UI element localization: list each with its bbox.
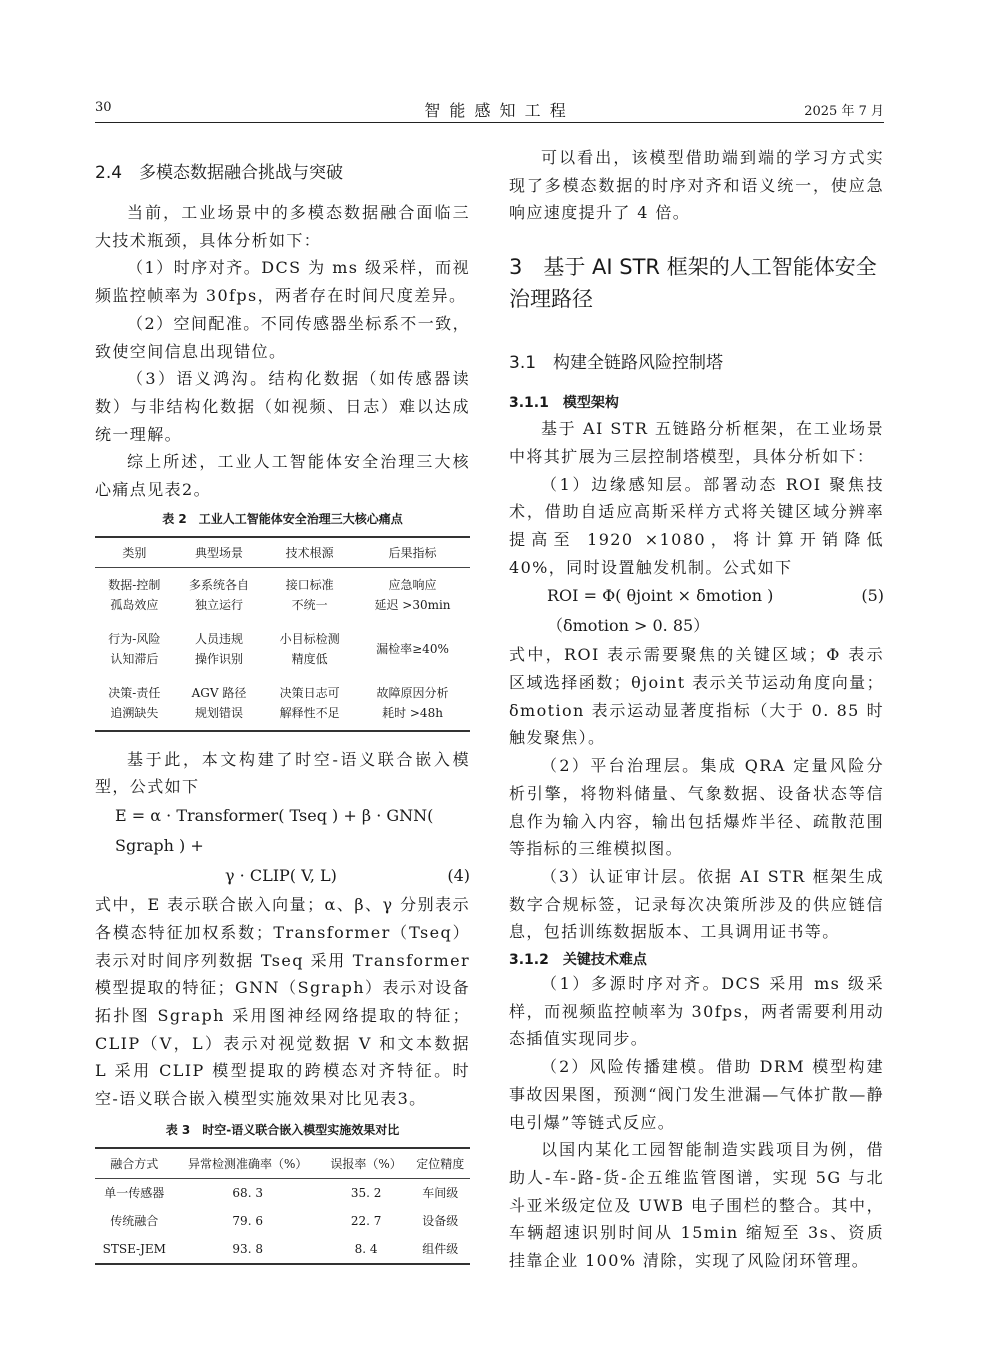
- table-cell: 单一传感器: [104, 1185, 165, 1200]
- table-cell: 组件级: [422, 1241, 459, 1256]
- table-row: [95, 567, 470, 622]
- table-cell: 人员违规 操作识别: [194, 631, 243, 666]
- table-cell: 行为-风险 认知滞后: [108, 631, 161, 666]
- table-cell: 35. 2: [350, 1185, 382, 1200]
- formula-4-line-2-row: [115, 861, 470, 891]
- section-heading-3-1-1: 3.1.1 模型架构: [509, 395, 619, 412]
- table-cell: 决策-责任 追溯缺失: [108, 685, 161, 720]
- section-heading-3: 3 基于 AI STR 框架的人工智能体安全治理路径: [509, 255, 877, 312]
- formula-4-line-1: E = α · Transformer( Tseq ) + β · GNN( Sgraph ) +: [115, 806, 434, 856]
- paragraph: 式中，ROI 表示需要聚焦的关键区域；Φ 表示区域选择函数；θjoint 表示关节运动角度向量；δmotion 表示运动显著度指标（大于 0. 85 时触发聚焦）。: [509, 645, 884, 748]
- header-rule: [95, 122, 884, 123]
- table-row: [95, 1235, 470, 1264]
- section-heading-3-1-2: 3.1.2 关键技术难点: [509, 952, 647, 969]
- table-cell: 应急响应 延迟 >30min: [374, 577, 451, 612]
- table-header: 异常检测准确率（%）: [174, 1148, 322, 1179]
- table-cell: 多系统各自 独立运行: [188, 577, 249, 612]
- equation-number: (4): [447, 866, 470, 886]
- paragraph: （2）空间配准。不同传感器坐标系不一致，致使空间信息出现错位。: [95, 313, 470, 361]
- formula-4-line-2: γ · CLIP( V, L): [225, 866, 337, 886]
- table-cell: 决策日志可 解释性不足: [279, 685, 340, 720]
- paragraph: （2）平台治理层。集成 QRA 定量风险分析引擎，将物料储量、气象数据、设备状态等信息作为输入内容，输出包括爆炸半径、疏散范围等指标的三维模拟图。: [509, 756, 884, 859]
- table-cell: AGV 路径 规划错误: [191, 685, 247, 720]
- table-cell: 接口标准 不统一: [285, 577, 334, 612]
- page-number: 30: [95, 100, 112, 115]
- table-cell: 8. 4: [354, 1241, 378, 1256]
- table-cell: 79. 6: [232, 1213, 263, 1228]
- table-cell: STSE-JEM: [102, 1241, 166, 1256]
- paragraph: 基于 AI STR 五链路分析框架，在工业场景中将其扩展为三层控制塔模型，具体分析如下：: [509, 419, 884, 466]
- table-cell: 漏检率≥40%: [376, 641, 449, 656]
- table-cell: 传统融合: [110, 1213, 159, 1228]
- table-cell: 数据-控制 孤岛效应: [108, 577, 161, 612]
- paragraph: （1）多源时序对齐。DCS 采用 ms 级采样，而视频监控帧率为 30fps，两者需要利用动态插值实现同步。: [509, 974, 884, 1049]
- table-cell: 22. 7: [350, 1213, 382, 1228]
- table-header: 定位精度: [410, 1148, 470, 1179]
- table-header: 类别: [95, 537, 174, 568]
- table-3: [95, 1147, 470, 1265]
- table-row: [95, 1178, 470, 1207]
- table-row: [95, 1207, 470, 1235]
- paragraph: 式中，E 表示联合嵌入向量；α、β、γ 分别表示各模态特征加权系数；Transformer（Tseq）表示对时间序列数据 Tseq 采用 Transformer 模型提取的特征；GNN（Sgraph）表示对设备拓扑图 Sgraph 采用图神经网络提取的特征；CLIP（V，L）表示对视觉数据 V 和文本数据 L 采用 CLIP 模型提取的跨模态对齐特征。时空-语义联合嵌入模型实施效果对比见表3。: [95, 895, 470, 1109]
- issue-date: 2025 年 7 月: [804, 104, 884, 119]
- table-header: 技术根源: [264, 537, 355, 568]
- paragraph: 可以看出，该模型借助端到端的学习方式实现了多模态数据的时序对齐和语义统一，使应急响应速度提升了 4 倍。: [509, 148, 884, 223]
- formula-4: [95, 801, 470, 891]
- left-column: [95, 161, 470, 1265]
- table-cell: 车间级: [422, 1185, 459, 1200]
- paragraph: （1）时序对齐。DCS 为 ms 级采样，而视频监控帧率为 30fps，两者存在时间尺度差异。: [95, 258, 470, 306]
- formula-5: [509, 581, 884, 641]
- section-heading-2-4: 2.4 多模态数据融合挑战与突破: [95, 163, 344, 183]
- journal-title: 智 能 感 知 工 程: [424, 101, 568, 120]
- table-2-caption: 表 2 工业人工智能体安全治理三大核心痛点: [162, 511, 403, 526]
- table-3-caption: 表 3 时空-语义联合嵌入模型实施效果对比: [165, 1122, 400, 1137]
- paragraph: 综上所述，工业人工智能体安全治理三大核心痛点见表2。: [95, 452, 470, 500]
- table-cell: 设备级: [422, 1213, 459, 1228]
- table-cell: 故障原因分析 耗时 >48h: [376, 685, 449, 720]
- equation-number: (5): [861, 586, 884, 606]
- section-heading-3-1: 3.1 构建全链路风险控制塔: [509, 353, 724, 374]
- paragraph: （3）认证审计层。依据 AI STR 框架生成数字合规标签，记录每次决策所涉及的供应链信息，包括训练数据版本、工具调用证书等。: [509, 866, 884, 942]
- formula-5-expression: ROI = Φ( θjoint × δmotion )（δmotion > 0. 85）: [547, 586, 774, 636]
- table-cell: 68. 3: [232, 1185, 263, 1200]
- table-header: 后果指标: [355, 537, 470, 568]
- table-2: [95, 536, 470, 732]
- right-column: [509, 144, 884, 1275]
- table-header: 融合方式: [95, 1148, 174, 1179]
- table-header: 典型场景: [174, 537, 265, 568]
- table-header: 误报率（%）: [322, 1148, 411, 1179]
- table-cell: 小目标检测 精度低: [279, 631, 340, 666]
- paragraph: 当前，工业场景中的多模态数据融合面临三大技术瓶颈，具体分析如下：: [95, 203, 470, 250]
- paragraph: （2）风险传播建模。借助 DRM 模型构建事故因果图，预测“阀门发生泄漏—气体扩散—静电引爆”等链式反应。: [509, 1057, 884, 1132]
- table-row: [95, 622, 470, 676]
- paragraph: 基于此，本文构建了时空-语义联合嵌入模型，公式如下: [95, 749, 470, 797]
- table-row: [95, 676, 470, 731]
- table-cell: 93. 8: [232, 1241, 263, 1256]
- paragraph: （3）语义鸿沟。结构化数据（如传感器读数）与非结构化数据（如视频、日志）难以达成统一理解。: [95, 369, 470, 444]
- paragraph: 以国内某化工园智能制造实践项目为例，借助人-车-路-货-企五维监管图谱，实现 5G 与北斗亚米级定位及 UWB 电子围栏的整合。其中，车辆超速识别时间从 15min 缩短至 3s、资质挂靠企业 100% 清除，实现了风险闭环管理。: [509, 1140, 884, 1271]
- paragraph: （1）边缘感知层。部署动态 ROI 聚焦技术，借助自适应高斯采样方式将关键区域分辨率提高至 1920 ×1080，将计算开销降低 40%，同时设置触发机制。公式如下: [509, 474, 884, 577]
